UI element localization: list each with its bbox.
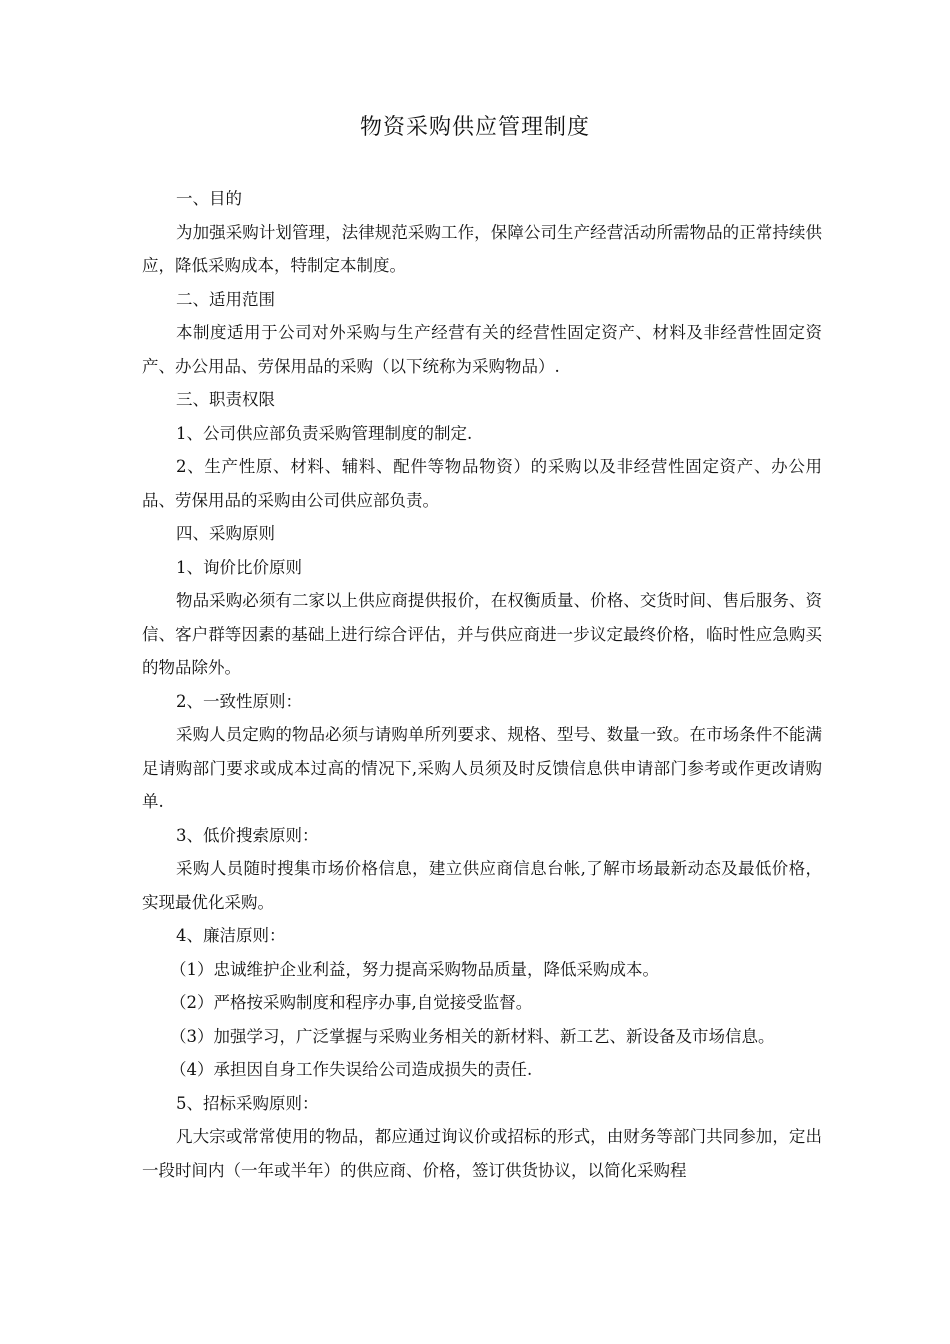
subsection-heading: 5、招标采购原则： [176, 1093, 319, 1113]
paragraph: 1、公司供应部负责采购管理制度的制定. [176, 423, 473, 443]
list-item: （1）忠诚维护企业利益，努力提高采购物品质量，降低采购成本。 [170, 959, 659, 979]
list-item: （3）加强学习，广泛掌握与采购业务相关的新材料、新工艺、新设备及市场信息。 [170, 1026, 775, 1046]
section-heading: 四、采购原则 [176, 524, 275, 543]
paragraph: 物品采购必须有二家以上供应商提供报价，在权衡质量、价格、交货时间、售后服务、资信、客户群等因素的基础上进行综合评估，并与供应商进一步议定最终价格，临时性应急购买的物品除外。 [142, 591, 822, 677]
subsection-heading: 1、询价比价原则 [176, 557, 302, 577]
list-item: （2）严格按采购制度和程序办事,自觉接受监督。 [170, 993, 533, 1012]
document-title: 物资采购供应管理制度 [359, 115, 590, 140]
subsection-heading: 3、低价搜索原则： [176, 825, 319, 845]
paragraph: 采购人员定购的物品必须与请购单所列要求、规格、型号、数量一致。在市场条件不能满足请购部门要求或成本过高的情况下,采购人员须及时反馈信息供申请部门参考或作更改请购单. [142, 725, 822, 811]
section-heading: 三、职责权限 [176, 390, 275, 409]
paragraph: 为加强采购计划管理，法律规范采购工作，保障公司生产经营活动所需物品的正常持续供应，降低采购成本，特制定本制度。 [142, 222, 822, 275]
paragraph: 凡大宗或常常使用的物品，都应通过询议价或招标的形式，由财务等部门共同参加，定出一段时间内（一年或半年）的供应商、价格，签订供货协议，以简化采购程 [142, 1127, 822, 1180]
section-heading: 二、适用范围 [176, 289, 275, 309]
document-body [142, 182, 822, 1187]
list-item: （4）承担因自身工作失误给公司造成损失的责任. [170, 1060, 533, 1079]
paragraph: 本制度适用于公司对外采购与生产经营有关的经营性固定资产、材料及非经营性固定资产、办公用品、劳保用品的采购（以下统称为采购物品）. [142, 323, 822, 376]
subsection-heading: 4、廉洁原则： [176, 926, 286, 945]
section-heading: 一、目的 [176, 189, 242, 208]
paragraph: 2、生产性原、材料、辅料、配件等物品物资）的采购以及非经营性固定资产、办公用品、劳保用品的采购由公司供应部负责。 [142, 457, 822, 510]
paragraph: 采购人员随时搜集市场价格信息，建立供应商信息台帐,了解市场最新动态及最低价格，实现最优化采购。 [142, 859, 822, 912]
subsection-heading: 2、一致性原则： [176, 691, 302, 711]
